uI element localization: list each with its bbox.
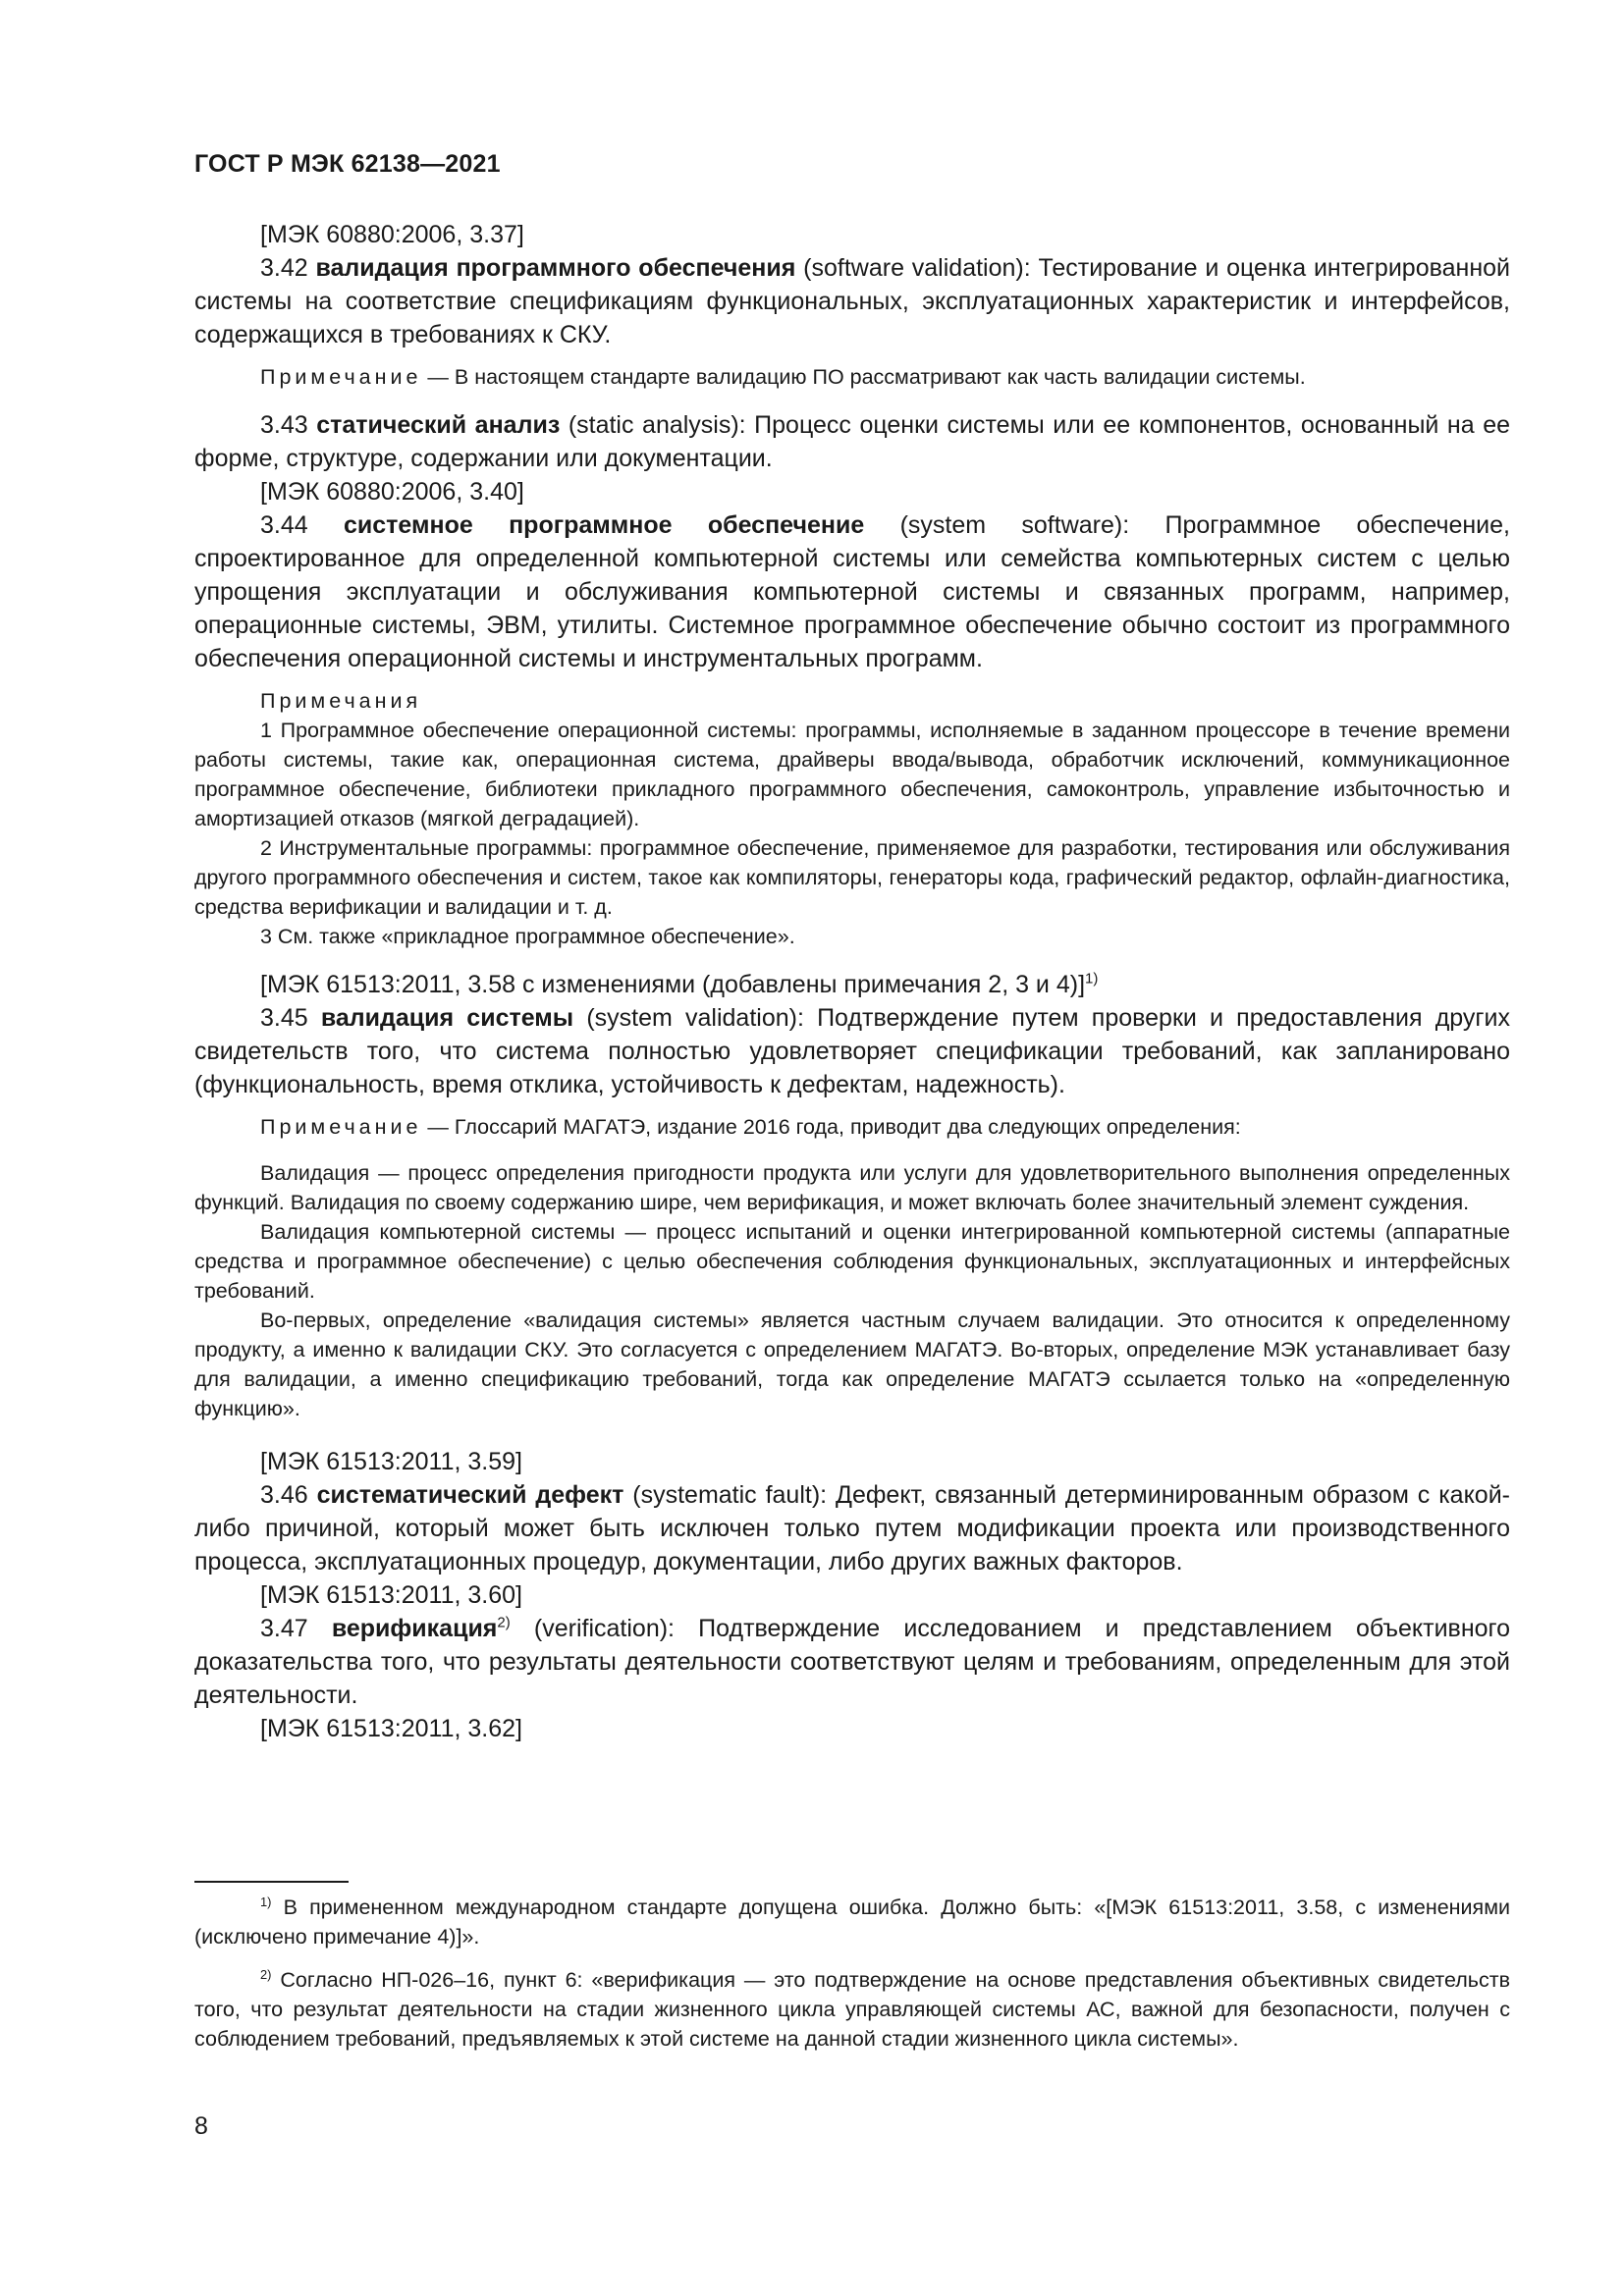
note-para-1: Валидация — процесс определения пригодности продукта или услуги для удовлетворительного выполнения определенных функций. Валидация по своему содержанию шире, чем верификация, и может включать более значительный элемент суждения. (194, 1161, 1510, 1214)
term-name: валидация системы (320, 1004, 574, 1032)
reference-3-58: [МЭК 61513:2011, 3.58 с изменениями (добавлены примечания 2, 3 и 4)]$^{1)}$ (260, 970, 1099, 998)
term-number: 3.43 (260, 411, 317, 439)
term-3-43 (194, 408, 1510, 475)
term-definition: (software validation): Тестирование и оценка интегрированной системы на соответствие спецификациям функциональных, эксплуатационных характеристик и интерфейсов, содержащихся в требованиях к СКУ. (194, 254, 1510, 348)
footnotes (194, 1893, 1510, 2054)
term-definition: (system validation): Подтверждение путем проверки и предоставления других свидетельств того, что система полностью удовлетворяет спецификации требований, как запланировано (функциональность, время отклика, устойчивость к дефектам, надежность). (194, 1004, 1510, 1098)
term-3-42 (194, 251, 1510, 351)
term-3-45 (194, 1001, 1510, 1101)
footnote-text: В примененном международном стандарте допущена ошибка. Должно быть: «[МЭК 61513:2011, 3.58, с изменениями (исключено примечание 4)]». (194, 1896, 1510, 1949)
note-1: 1 Программное обеспечение операционной системы: программы, исполняемые в заданном процессоре в течение времени работы системы, такие как, операционная система, драйверы ввода/вывода, обработчик исключений, коммуникационное программное обеспечение, библиотеки прикладного программного обеспечения, самоконтроль, управление избыточностью и амортизацией отказов (мягкой деградацией). (194, 719, 1510, 830)
note-text: — Глоссарий МАГАТЭ, издание 2016 года, приводит два следующих определения: (421, 1115, 1241, 1139)
term-3-47 (194, 1612, 1510, 1712)
term-definition: (static analysis): Процесс оценки системы или ее компонентов, основанный на ее форме, структуре, содержании или документации. (194, 411, 1510, 472)
term-definition: (systematic fault): Дефект, связанный детерминированным образом с какой-либо причиной, который может быть исключен только путем модификации проекта или производственного процесса, эксплуатационных процедур, документации, либо других важных факторов. (194, 1481, 1511, 1575)
reference-3-60: [МЭК 61513:2011, 3.60] (260, 1581, 522, 1609)
reference-3-37: [МЭК 60880:2006, 3.37] (260, 221, 524, 248)
document-header: ГОСТ Р МЭК 62138—2021 (194, 150, 501, 178)
note-text: — В настоящем стандарте валидацию ПО рассматривают как часть валидации системы. (421, 365, 1306, 389)
reference-3-62: [МЭК 61513:2011, 3.62] (260, 1715, 522, 1742)
footnote-ref-1: 1) (1085, 970, 1099, 988)
footnote-mark: 2) (260, 1966, 272, 1982)
term-3-46 (194, 1478, 1510, 1578)
footnote-separator (194, 1881, 349, 1883)
reference-3-59: [МЭК 61513:2011, 3.59] (260, 1448, 522, 1475)
term-number: 3.47 (260, 1615, 332, 1642)
term-name: верификация (331, 1615, 498, 1642)
notes-label: Примечания (260, 689, 422, 713)
term-number: 3.45 (260, 1004, 321, 1032)
term-name: системное программное обеспечение (343, 511, 865, 539)
note-label: Примечание (260, 1115, 422, 1139)
note-2: 2 Инструментальные программы: программное обеспечение, применяемое для разработки, тестирования или обслуживания другого программного обеспечения и систем, такое как компиляторы, генераторы кода, графический редактор, офлайн-диагностика, средства верификации и валидации и т. д. (194, 836, 1510, 919)
term-number: 3.42 (260, 254, 316, 282)
term-definition: (system software): Программное обеспечение, спроектированное для определенной компьютерной системы или семейства компьютерных систем с целью упрощения эксплуатации и обслуживания компьютерной системы и связанных программ, например, операционные системы, ЭВМ, утилиты. Системное программное обеспечение обычно состоит из программного обеспечения операционной системы и инструментальных программ. (194, 511, 1510, 672)
footnote-text: Согласно НП-026–16, пункт 6: «верификация — это подтверждение на основе представления объективных свидетельств того, что результат деятельности на стадии жизненного цикла управляющей системы АС, важной для безопасности, получен с соблюдением требований, предъявляемых к этой системе на данной стадии жизненного цикла системы». (194, 1968, 1510, 2051)
footnote-2 (194, 1965, 1510, 2054)
term-3-44 (194, 508, 1510, 675)
footnote-1 (194, 1893, 1510, 1951)
note-3: 3 См. также «прикладное программное обеспечение». (260, 925, 795, 948)
page-number: 8 (194, 2112, 208, 2140)
term-name: валидация программного обеспечения (315, 254, 796, 282)
term-name: систематический дефект (316, 1481, 624, 1509)
reference-3-40: [МЭК 60880:2006, 3.40] (260, 478, 524, 506)
term-name: статический анализ (316, 411, 561, 439)
note-para-3: Во-первых, определение «валидация системы» является частным случаем валидации. Это относится к определенному продукту, а именно к валидации СКУ. Это согласуется с определением МАГАТЭ. Во-вторых, определение МЭК устанавливает базу для валидации, а именно спецификацию требований, тогда как определение МАГАТЭ ссылается только на «определенную функцию». (194, 1308, 1510, 1420)
note-3-42 (194, 362, 1510, 392)
term-definition: (verification): Подтверждение исследованием и представлением объективного доказательства того, что результаты деятельности соответствуют целям и требованиям, определенным для этой деятельности. (194, 1615, 1510, 1709)
term-number: 3.46 (260, 1481, 317, 1509)
note-label: Примечание (260, 365, 422, 389)
footnote-mark: 1) (260, 1894, 272, 1909)
note-para-2: Валидация компьютерной системы — процесс испытаний и оценки интегрированной компьютерной системы (аппаратные средства и программное обеспечение) с целью обеспечения соблюдения функциональных, эксплуатационных и интерфейсных требований. (194, 1220, 1510, 1303)
main-content (194, 218, 1510, 1745)
footnote-ref-2: 2) (497, 1614, 511, 1631)
term-number: 3.44 (260, 511, 344, 539)
note-3-45 (194, 1112, 1510, 1142)
